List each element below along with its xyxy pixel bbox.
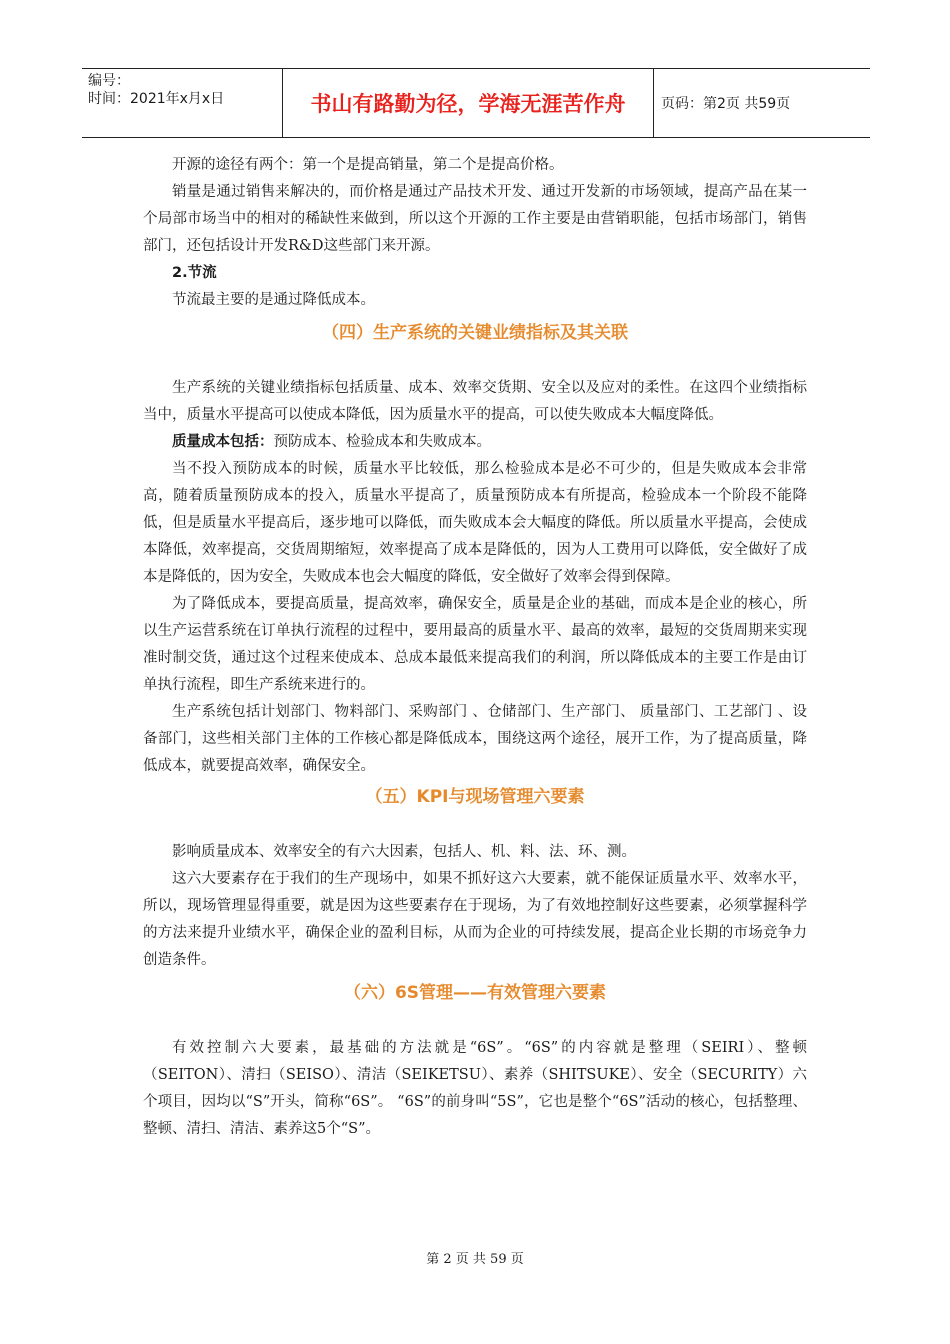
page-label: 页码：第2页 共59页 <box>661 96 791 112</box>
paragraph: 生产系统包括计划部门、物料部门、采购部门 、仓储部门、生产部门、 质量部门、工艺部门 、设备部门，这些相关部门主体的工作核心都是降低成本，围绕这两个途径，展开工作，为了提高质量，降低成本，就要提高效率，确保安全。 <box>143 704 807 774</box>
paragraph: 生产系统的关键业绩指标包括质量、成本、效率交货期、安全以及应对的柔性。在这四个业绩指标当中，质量水平提高可以使成本降低，因为质量水平的提高，可以使失败成本大幅度降低。 <box>143 380 807 423</box>
header-page-cell <box>661 69 870 137</box>
paragraph-rest: 预防成本、检验成本和失败成本。 <box>273 434 491 450</box>
date-label: 时间：2021年x月x日 <box>88 91 225 107</box>
section-heading: （六）6S管理——有效管理六要素 <box>343 983 607 1003</box>
paragraph: 有效控制六大要素，最基础的方法就是“6S”。“6S”的内容就是整理（SEIRI）、整顿（SEITON）、清扫（SEISO）、清洁（SEIKETSU）、素养（SHITSUKE）、安全（SECURITY）六个项目，因均以“S”开头，简称“6S”。 “6S”的前身叫“5S”，它也是整个“6S”活动的核心，包括整理、整顿、清扫、清洁、素养这5个“S”。 <box>143 1040 807 1137</box>
header-info-cell <box>82 69 283 137</box>
header-table <box>82 68 870 138</box>
subheading: 2.节流 <box>172 265 217 281</box>
bold-lead: 质量成本包括： <box>172 434 274 450</box>
paragraph: 为了降低成本，要提高质量，提高效率，确保安全，质量是企业的基础，而成本是企业的核心，所以生产运营系统在订单执行流程的过程中，要用最高的质量水平、最高的效率，最短的交货周期来实现准时制交货，通过这个过程来使成本、总成本最低来提高我们的利润，所以降低成本的主要工作是由订单执行流程，即生产系统来进行的。 <box>143 596 807 693</box>
paragraph: 影响质量成本、效率安全的有六大因素，包括人、机、料、法、环、测。 <box>172 844 636 860</box>
paragraph: 节流最主要的是通过降低成本。 <box>172 292 375 308</box>
paragraph <box>143 429 807 456</box>
document-body <box>143 152 807 1143</box>
section-heading: （四）生产系统的关键业绩指标及其关联 <box>322 323 628 343</box>
paragraph: 当不投入预防成本的时候，质量水平比较低，那么检验成本是必不可少的，但是失败成本会非常高，随着质量预防成本的投入，质量水平提高了，质量预防成本有所提高，检验成本一个阶段不能降低，但是质量水平提高后，逐步地可以降低，而失败成本会大幅度的降低。所以质量水平提高，会使成本降低，效率提高，交货周期缩短，效率提高了成本是降低的，因为人工费用可以降低，安全做好了成本是降低的，因为安全，失败成本也会大幅度的降低，安全做好了效率会得到保障。 <box>143 461 807 585</box>
paragraph: 销量是通过销售来解决的，而价格是通过产品技术开发、通过开发新的市场领域，提高产品在某一个局部市场当中的相对的稀缺性来做到，所以这个开源的工作主要是由营销职能，包括市场部门，销售部门，还包括设计开发R&D这些部门来开源。 <box>143 184 807 254</box>
section-heading: （五）KPI与现场管理六要素 <box>365 787 585 807</box>
paragraph: 这六大要素存在于我们的生产现场中，如果不抓好这六大要素，就不能保证质量水平、效率水平，所以，现场管理显得重要，就是因为这些要素存在于现场，为了有效地控制好这些要素，必须掌握科学的方法来提升业绩水平，确保企业的盈利目标，从而为企业的可持续发展，提高企业长期的市场竞争力创造条件。 <box>143 871 807 968</box>
header-motto-cell <box>283 69 654 137</box>
motto: 书山有路勤为径，学海无涯苦作舟 <box>310 92 626 116</box>
paragraph: 开源的途径有两个：第一个是提高销量，第二个是提高价格。 <box>172 157 564 173</box>
page-footer: 第 2 页 共 59 页 <box>426 1252 524 1267</box>
number-label: 编号： <box>88 73 130 89</box>
